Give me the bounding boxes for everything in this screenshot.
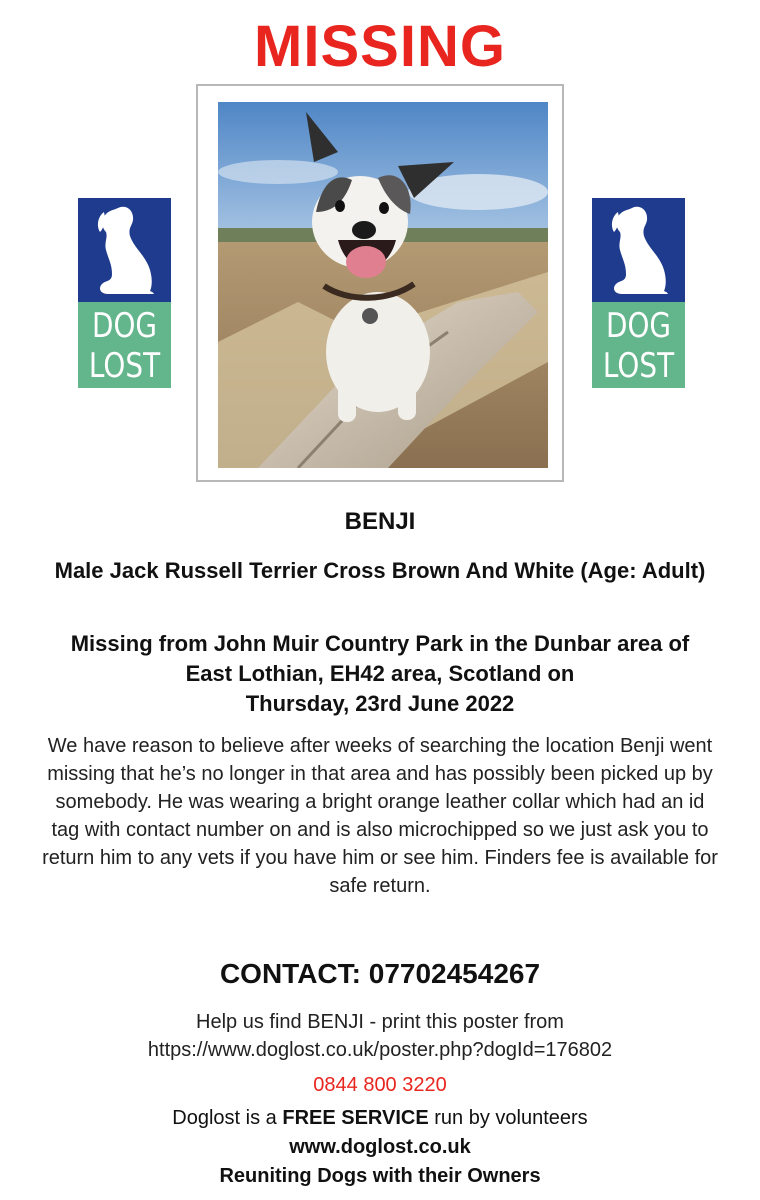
service-prefix: Doglost is a <box>172 1107 283 1129</box>
missing-location <box>20 629 740 719</box>
doglost-phone[interactable]: 0844 800 3220 <box>313 1074 447 1096</box>
logo-text-panel <box>592 302 685 388</box>
logo-word-lost: LOST <box>88 346 161 386</box>
dog-description: Male Jack Russell Terrier Cross Brown And White (Age: Adult) <box>54 558 706 583</box>
missing-date: Thursday, 23rd June 2022 <box>245 691 515 716</box>
sitting-dog-icon <box>78 198 171 302</box>
help-text <box>0 1008 760 1064</box>
dog-name: BENJI <box>344 508 416 535</box>
service-suffix: run by volunteers <box>428 1107 588 1129</box>
dog-photo-frame <box>196 84 564 482</box>
doglost-logo-right <box>592 198 685 388</box>
service-bold: FREE SERVICE <box>282 1107 429 1129</box>
story-paragraph: We have reason to believe after weeks of searching the location Benji went missing that he’s no longer in that area and has possibly been picked up by somebody. He was wearing a bright orange leather collar which had an id tag with contact number on and is also microchipped so we just ask you to return him to any vets if you have him or see him. Finders fee is available for safe return. <box>42 735 718 897</box>
footer <box>0 1104 760 1191</box>
logo-dog-panel <box>78 198 171 302</box>
service-line <box>0 1104 760 1133</box>
missing-line-2: East Lothian, EH42 area, Scotland on <box>185 661 575 686</box>
poster-url[interactable]: https://www.doglost.co.uk/poster.php?dogId=176802 <box>147 1039 613 1061</box>
doglost-logo-left <box>78 198 171 388</box>
headline-missing: MISSING <box>254 14 506 79</box>
logo-dog-panel <box>592 198 685 302</box>
help-line-1: Help us find BENJI - print this poster from <box>196 1011 564 1033</box>
contact-number: CONTACT: 07702454267 <box>219 958 541 989</box>
logo-word-dog: DOG <box>605 306 672 346</box>
website-link[interactable]: www.doglost.co.uk <box>289 1136 471 1158</box>
logo-text-panel <box>78 302 171 388</box>
tagline: Reuniting Dogs with their Owners <box>219 1165 541 1187</box>
logo-word-dog: DOG <box>91 306 158 346</box>
sitting-dog-icon <box>592 198 685 302</box>
logo-word-lost: LOST <box>602 346 675 386</box>
missing-line-1: Missing from John Muir Country Park in the Dunbar area of <box>70 631 690 656</box>
dog-photo <box>218 102 548 468</box>
dog-photo-illustration <box>218 102 548 468</box>
